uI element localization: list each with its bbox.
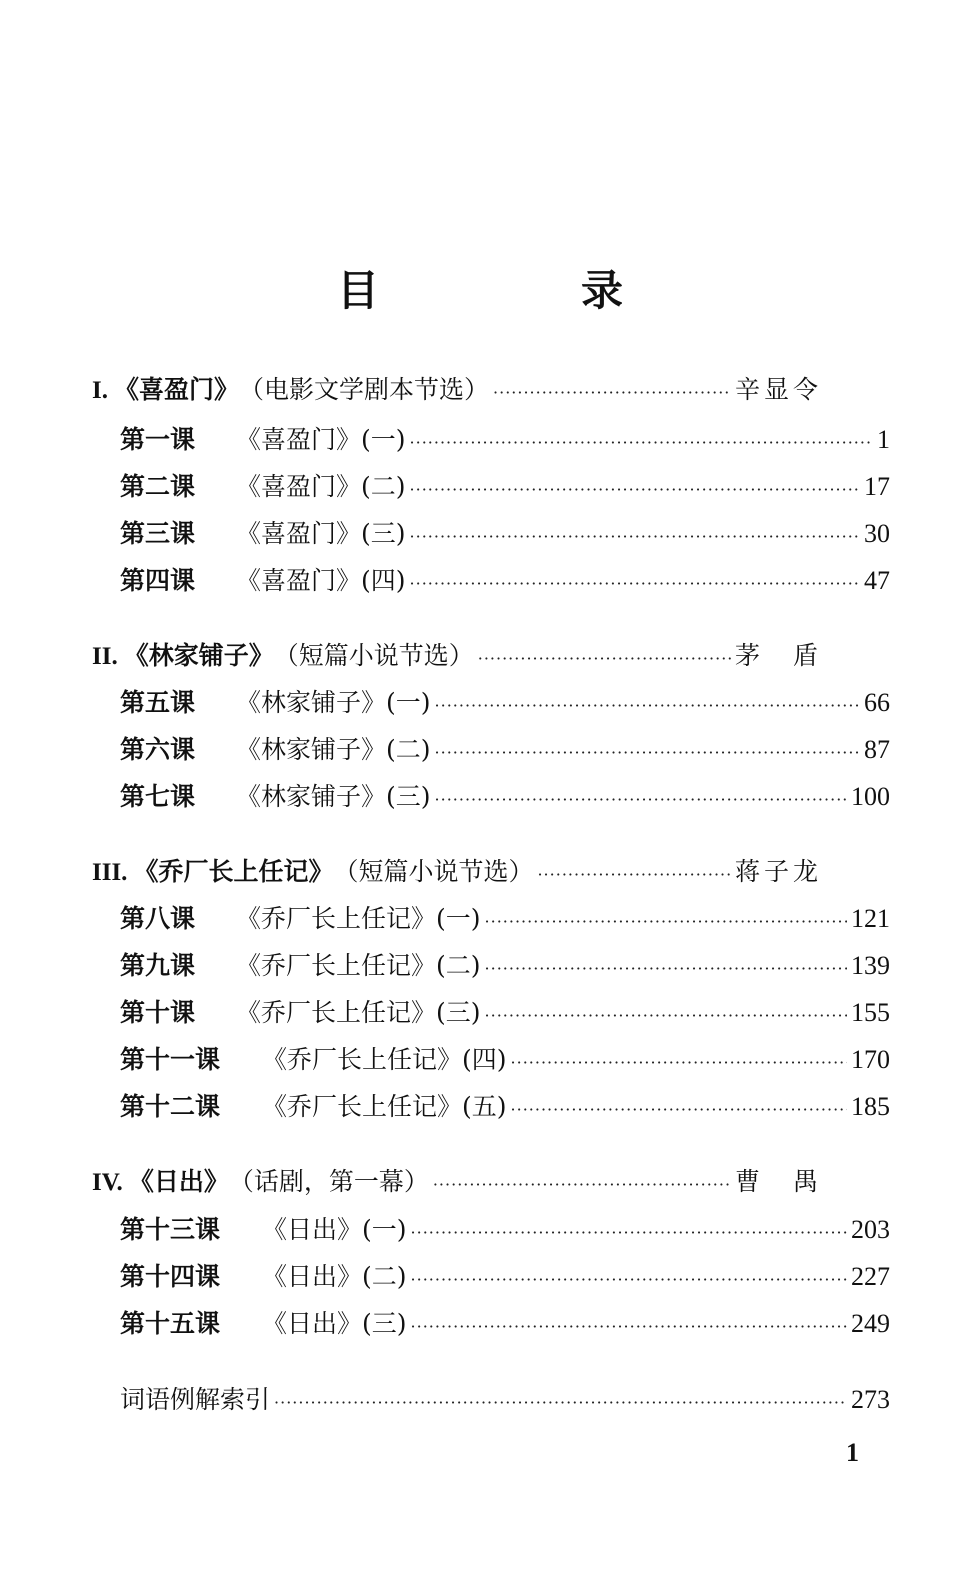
toc-lesson-12[interactable] — [120, 1087, 890, 1123]
lesson-title: 《日出》(三) — [262, 1309, 407, 1338]
page-ref: 249 — [851, 1309, 890, 1338]
part-number: II. — [92, 643, 118, 670]
part-number: IV. — [92, 1169, 123, 1196]
toc-lesson-3[interactable] — [120, 514, 890, 550]
toc-lesson-2[interactable] — [120, 467, 890, 503]
lesson-title: 《乔厂长上任记》(三) — [236, 998, 481, 1027]
dot-leader — [410, 482, 860, 498]
lesson-name: 第十三课 — [120, 1215, 221, 1244]
lesson-title: 《乔厂长上任记》(二) — [236, 951, 481, 980]
toc-lesson-15[interactable] — [120, 1304, 890, 1340]
dot-leader — [511, 1055, 847, 1071]
dot-leader — [485, 1008, 847, 1024]
lesson-name: 第三课 — [120, 519, 196, 548]
toc-lesson-8[interactable] — [120, 899, 890, 935]
page-ref: 100 — [851, 782, 890, 811]
page-ref: 139 — [851, 951, 890, 980]
page-ref: 227 — [851, 1262, 890, 1291]
part-title: 《乔厂长上任记》 — [133, 857, 334, 886]
dot-leader — [274, 1395, 847, 1411]
page-number: 1 — [846, 1438, 859, 1467]
lesson-title: 《日出》(二) — [262, 1262, 407, 1291]
dot-leader — [410, 435, 873, 451]
toc-part-1[interactable] — [92, 370, 822, 406]
part-title: 《日出》 — [128, 1167, 229, 1196]
lesson-title: 《乔厂长上任记》(四) — [262, 1045, 507, 1074]
lesson-title: 《林家铺子》(三) — [236, 782, 431, 811]
part-author: 蒋子龙 — [734, 857, 822, 886]
toc-part-2[interactable] — [92, 636, 822, 672]
lesson-title: 《喜盈门》(三) — [236, 519, 406, 548]
dot-leader — [433, 1177, 731, 1193]
dot-leader — [411, 1272, 847, 1288]
page-ref: 66 — [864, 688, 890, 717]
lesson-name: 第四课 — [120, 566, 196, 595]
lesson-title: 《林家铺子》(一) — [236, 688, 431, 717]
page-ref: 155 — [851, 998, 890, 1027]
dot-leader — [537, 867, 731, 883]
part-genre: （话剧，第一幕） — [228, 1167, 429, 1196]
lesson-name: 第六课 — [120, 735, 196, 764]
lesson-title: 《乔厂长上任记》(一) — [236, 904, 481, 933]
page-ref: 1 — [877, 425, 890, 454]
lesson-name: 第十四课 — [120, 1262, 221, 1291]
part-number: I. — [92, 377, 108, 404]
part-title: 《喜盈门》 — [113, 375, 239, 404]
page-ref: 121 — [851, 904, 890, 933]
lesson-title: 《喜盈门》(一) — [236, 425, 406, 454]
dot-leader — [410, 529, 860, 545]
lesson-title: 《乔厂长上任记》(五) — [262, 1092, 507, 1121]
toc-lesson-11[interactable] — [120, 1040, 890, 1076]
part-number: III. — [92, 859, 128, 886]
lesson-name: 第十课 — [120, 998, 196, 1027]
dot-leader — [478, 651, 731, 667]
dot-leader — [511, 1102, 847, 1118]
lesson-name: 第十二课 — [120, 1092, 221, 1121]
dot-leader — [435, 698, 860, 714]
page-ref: 273 — [851, 1385, 890, 1414]
page-title: 目 录 — [336, 266, 703, 315]
toc-lesson-1[interactable] — [120, 420, 890, 456]
toc-lesson-6[interactable] — [120, 730, 890, 766]
part-genre: （电影文学剧本节选） — [239, 375, 490, 404]
lesson-title: 《喜盈门》(二) — [236, 472, 406, 501]
page-ref: 170 — [851, 1045, 890, 1074]
part-author: 辛显令 — [734, 375, 822, 404]
lesson-name: 第十五课 — [120, 1309, 221, 1338]
page-ref: 17 — [864, 472, 890, 501]
part-author: 茅 盾 — [734, 641, 822, 670]
part-title: 《林家铺子》 — [123, 641, 274, 670]
toc-lesson-5[interactable] — [120, 683, 890, 719]
lesson-name: 第五课 — [120, 688, 196, 717]
toc-index[interactable] — [120, 1380, 890, 1416]
toc-lesson-9[interactable] — [120, 946, 890, 982]
dot-leader — [435, 745, 860, 761]
toc-lesson-10[interactable] — [120, 993, 890, 1029]
dot-leader — [493, 385, 731, 401]
dot-leader — [485, 961, 847, 977]
dot-leader — [435, 792, 847, 808]
toc-lesson-13[interactable] — [120, 1210, 890, 1246]
part-author: 曹 禺 — [734, 1167, 822, 1196]
toc-lesson-14[interactable] — [120, 1257, 890, 1293]
page-ref: 30 — [864, 519, 890, 548]
toc-lesson-7[interactable] — [120, 777, 890, 813]
dot-leader — [410, 576, 860, 592]
lesson-title: 《林家铺子》(二) — [236, 735, 431, 764]
part-genre: （短篇小说节选） — [333, 857, 534, 886]
dot-leader — [411, 1319, 847, 1335]
page-ref: 87 — [864, 735, 890, 764]
lesson-name: 第八课 — [120, 904, 196, 933]
part-genre: （短篇小说节选） — [273, 641, 474, 670]
page-ref: 47 — [864, 566, 890, 595]
toc-part-4[interactable] — [92, 1162, 822, 1198]
lesson-name: 第九课 — [120, 951, 196, 980]
page-ref: 203 — [851, 1215, 890, 1244]
toc-lesson-4[interactable] — [120, 561, 890, 597]
dot-leader — [411, 1225, 847, 1241]
lesson-name: 第二课 — [120, 472, 196, 501]
index-label: 词语例解索引 — [120, 1385, 271, 1414]
lesson-name: 第一课 — [120, 425, 196, 454]
lesson-title: 《日出》(一) — [262, 1215, 407, 1244]
lesson-title: 《喜盈门》(四) — [236, 566, 406, 595]
lesson-name: 第十一课 — [120, 1045, 221, 1074]
page-ref: 185 — [851, 1092, 890, 1121]
lesson-name: 第七课 — [120, 782, 196, 811]
dot-leader — [485, 914, 847, 930]
toc-part-3[interactable] — [92, 852, 822, 888]
